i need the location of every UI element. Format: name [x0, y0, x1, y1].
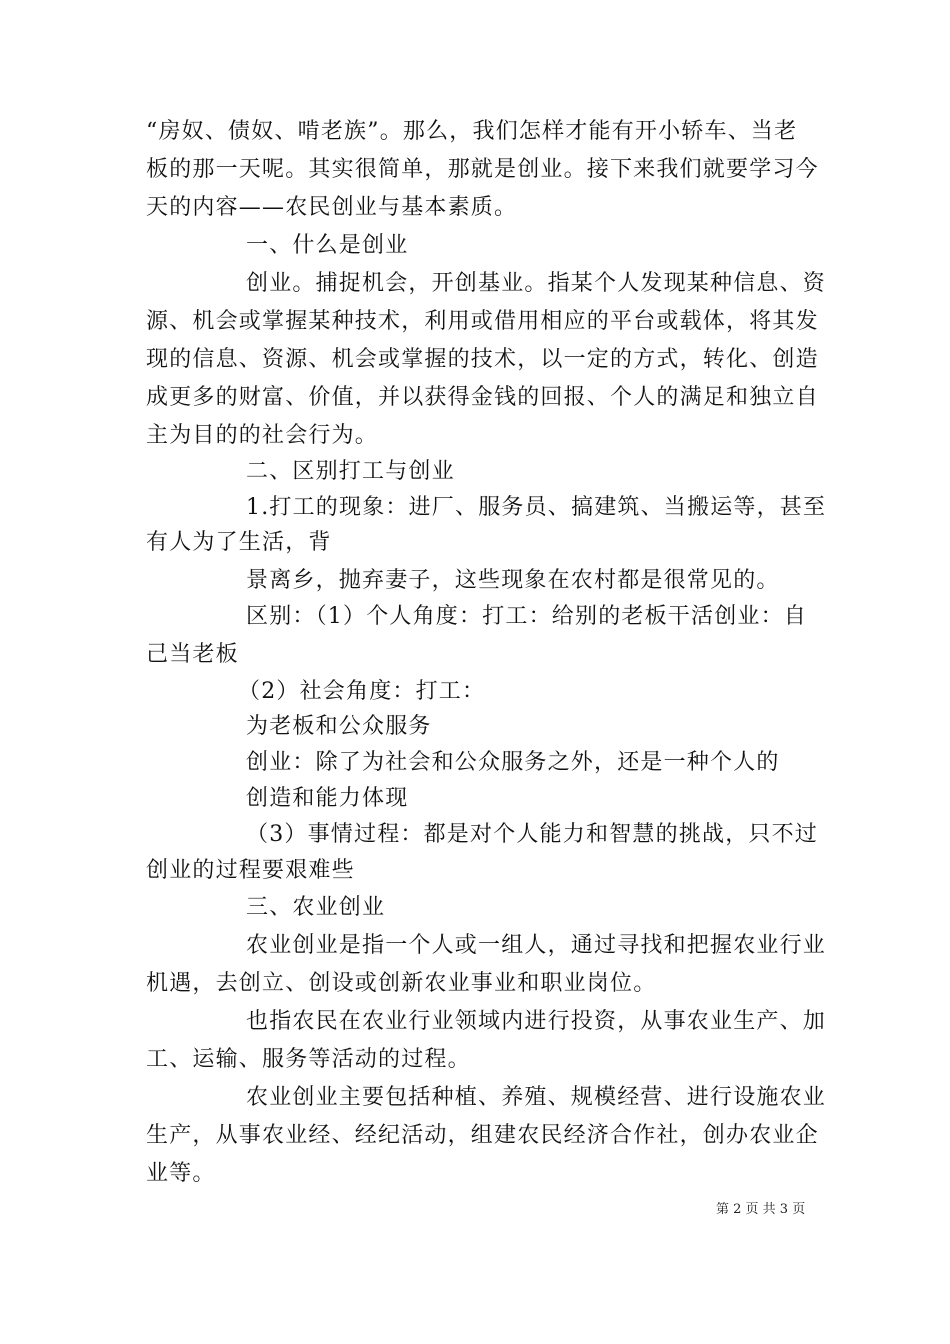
text-line: 创业的过程要艰难些 [146, 858, 355, 883]
page-number: 第 2 页 共 3 页 [716, 1202, 806, 1217]
text-line: 区别：（1）个人角度：打工：给别的老板干活创业：自 [246, 604, 807, 629]
section-heading: 二、区别打工与创业 [246, 459, 455, 484]
text-line: 为老板和公众服务 [246, 714, 432, 739]
section-heading: 一、什么是创业 [246, 233, 409, 258]
text-line: 成更多的财富、价值，并以获得金钱的回报、个人的满足和独立自 [146, 385, 819, 410]
text-line: 源、机会或掌握某种技术，利用或借用相应的平台或载体，将其发 [146, 309, 819, 334]
section-heading: 三、农业创业 [246, 895, 386, 920]
text-line: 生产，从事农业经、经纪活动，组建农民经济合作社，创办农业企 [146, 1123, 819, 1148]
text-line: 机遇，去创立、创设或创新农业事业和职业岗位。 [146, 971, 657, 996]
text-line: 创业：除了为社会和公众服务之外，还是一种个人的 [246, 750, 780, 775]
text-line: 农业创业是指一个人或一组人，通过寻找和把握农业行业 [246, 933, 827, 958]
text-line: 主为目的的社会行为。 [146, 423, 379, 448]
text-line: 农业创业主要包括种植、养殖、规模经营、进行设施农业 [246, 1085, 827, 1110]
text-line: （3）事情过程：都是对个人能力和智慧的挑战，只不过 [246, 822, 818, 847]
text-line: 业等。 [146, 1161, 216, 1186]
text-line: 创造和能力体现 [246, 786, 409, 811]
text-line: 己当老板 [146, 642, 239, 667]
text-line: 工、运输、服务等活动的过程。 [146, 1047, 471, 1072]
text-line: 也指农民在农业行业领域内进行投资，从事农业生产、加 [246, 1009, 827, 1034]
text-line: 创业。捕捉机会，开创基业。指某个人发现某种信息、资 [246, 271, 827, 296]
text-line: 现的信息、资源、机会或掌握的技术，以一定的方式，转化、创造 [146, 347, 819, 372]
text-line: 景离乡，抛弃妻子，这些现象在农村都是很常见的。 [246, 568, 780, 593]
text-line: 板的那一天呢。其实很简单，那就是创业。接下来我们就要学习今 [146, 157, 819, 182]
text-line: 1.打工的现象：进厂、服务员、搞建筑、当搬运等，甚至 [246, 495, 827, 520]
text-line: 天的内容——农民创业与基本素质。 [146, 195, 518, 220]
text-line: “房奴、债奴、啃老族”。那么，我们怎样才能有开小轿车、当老 [146, 119, 798, 144]
text-line: 有人为了生活，背 [146, 530, 332, 555]
text-line: （2）社会角度：打工： [238, 679, 486, 704]
